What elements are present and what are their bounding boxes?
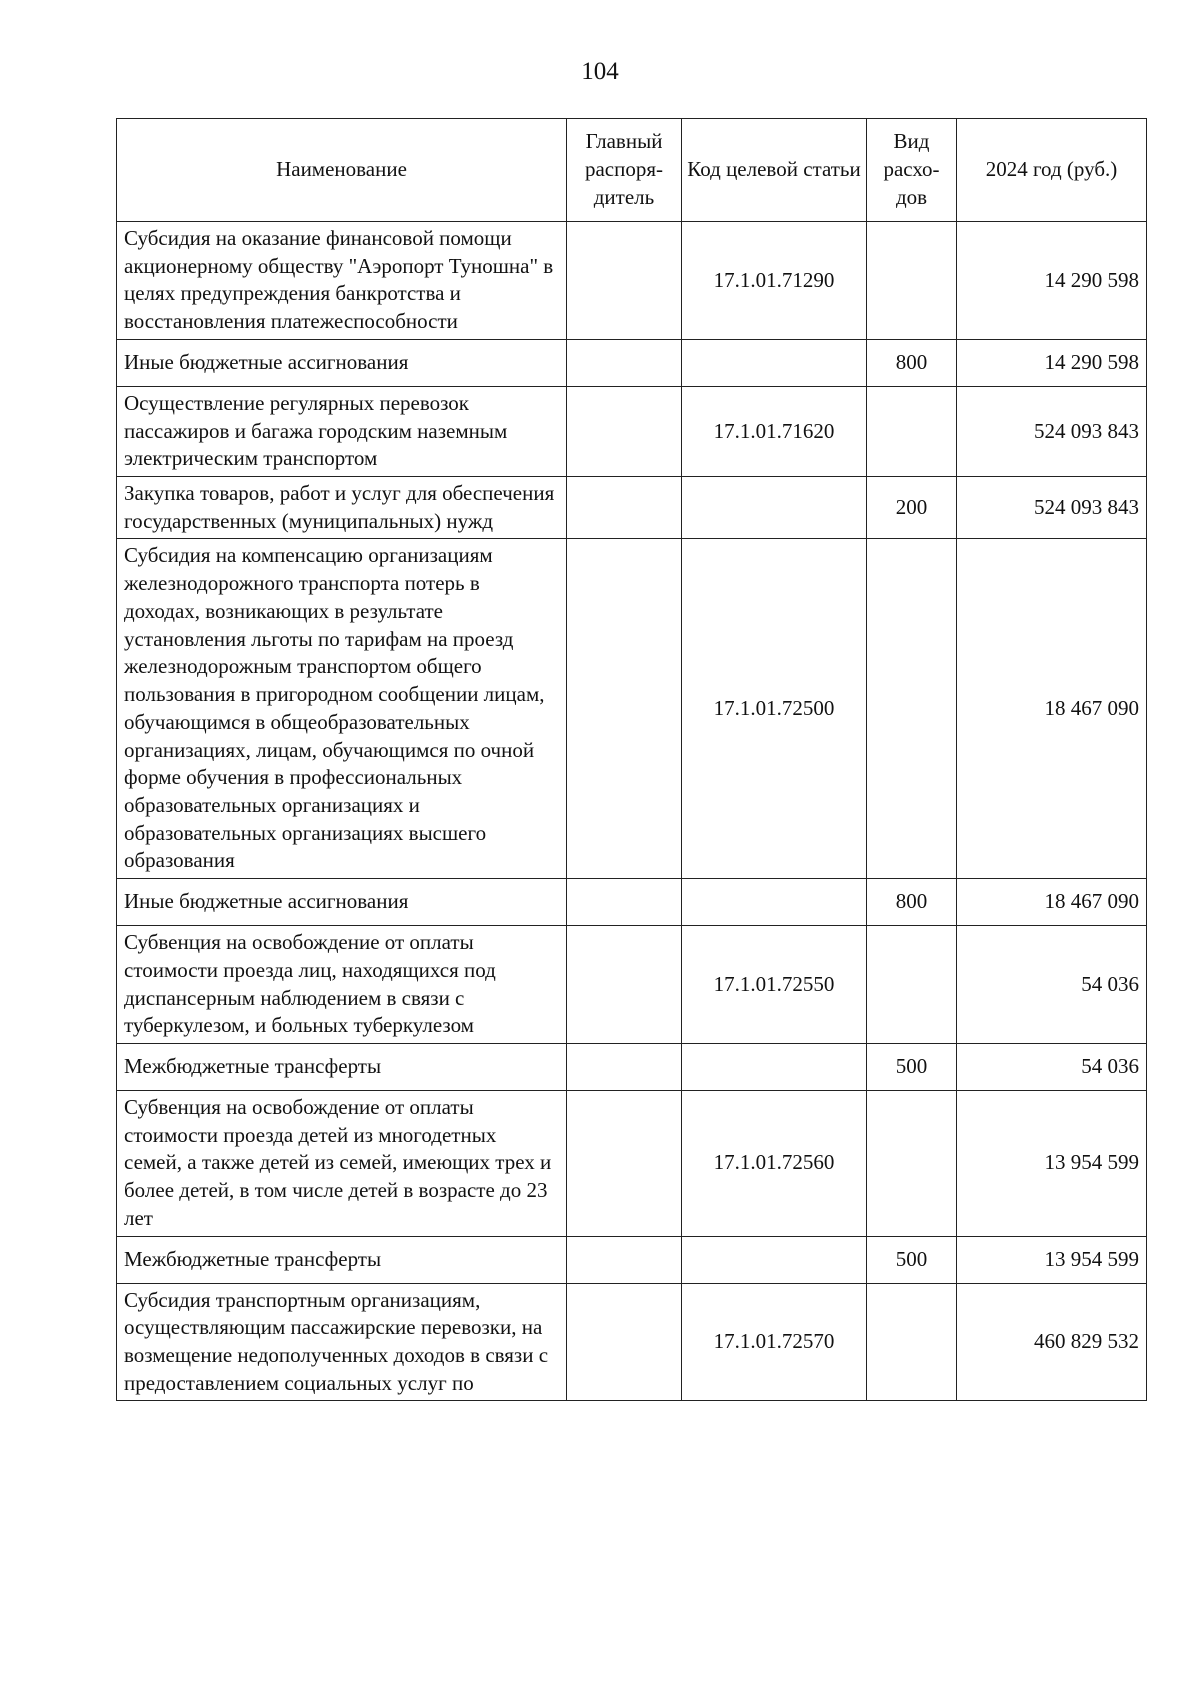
table-row <box>117 1283 1147 1401</box>
row-expense-kind <box>867 539 957 879</box>
row-main-manager <box>567 477 682 539</box>
row-main-manager <box>567 386 682 476</box>
row-target-code <box>682 477 867 539</box>
table-row <box>117 539 1147 879</box>
row-expense-kind: 500 <box>867 1043 957 1090</box>
header-expense-kind: Вид расхо-дов <box>867 119 957 222</box>
row-name: Субсидия на компенсацию организациям железнодорожного транспорта потерь в доходах, возникающих в результате установления льготы по тарифам на проезд железнодорожным транспортом общего пользования в пригородном сообщении лицам, обучающимся в общеобразовательных организациях, лицам, обучающимся по очной форме обучения в профессиональных образовательных организациях и образовательных организациях высшего образования <box>117 539 567 879</box>
row-main-manager <box>567 879 682 926</box>
row-name: Субвенция на освобождение от оплаты стоимости проезда лиц, находящихся под диспансерным наблюдением в связи с туберкулезом, и больных туберкулезом <box>117 926 567 1044</box>
row-amount: 54 036 <box>957 1043 1147 1090</box>
row-amount: 13 954 599 <box>957 1090 1147 1236</box>
row-main-manager <box>567 339 682 386</box>
row-target-code <box>682 1236 867 1283</box>
table-header-row <box>117 119 1147 222</box>
row-expense-kind <box>867 1283 957 1401</box>
row-target-code <box>682 1043 867 1090</box>
table-row <box>117 1090 1147 1236</box>
table-row <box>117 879 1147 926</box>
row-name: Субсидия на оказание финансовой помощи акционерному обществу "Аэропорт Туношна" в целях предупреждения банкротства и восстановления платежеспособности <box>117 222 567 340</box>
row-name: Межбюджетные трансферты <box>117 1236 567 1283</box>
row-expense-kind <box>867 386 957 476</box>
row-amount: 14 290 598 <box>957 222 1147 340</box>
row-expense-kind: 800 <box>867 339 957 386</box>
row-name: Иные бюджетные ассигнования <box>117 879 567 926</box>
row-main-manager <box>567 539 682 879</box>
row-expense-kind: 500 <box>867 1236 957 1283</box>
table-row <box>117 1043 1147 1090</box>
row-main-manager <box>567 1043 682 1090</box>
table-row <box>117 339 1147 386</box>
header-target-code: Код целевой статьи <box>682 119 867 222</box>
row-name: Осуществление регулярных перевозок пассажиров и багажа городским наземным электрическим транспортом <box>117 386 567 476</box>
row-expense-kind: 200 <box>867 477 957 539</box>
row-name: Закупка товаров, работ и услуг для обеспечения государственных (муниципальных) нужд <box>117 477 567 539</box>
row-amount: 524 093 843 <box>957 477 1147 539</box>
table-row <box>117 1236 1147 1283</box>
row-target-code: 17.1.01.72500 <box>682 539 867 879</box>
row-target-code <box>682 339 867 386</box>
row-target-code: 17.1.01.72550 <box>682 926 867 1044</box>
table-row <box>117 386 1147 476</box>
table-row <box>117 477 1147 539</box>
row-name: Субсидия транспортным организациям, осуществляющим пассажирские перевозки, на возмещение недополученных доходов в связи с предоставлением социальных услуг по <box>117 1283 567 1401</box>
row-amount: 460 829 532 <box>957 1283 1147 1401</box>
row-main-manager <box>567 1090 682 1236</box>
row-target-code: 17.1.01.72560 <box>682 1090 867 1236</box>
row-main-manager <box>567 1236 682 1283</box>
row-expense-kind <box>867 1090 957 1236</box>
header-name: Наименование <box>117 119 567 222</box>
table-row <box>117 926 1147 1044</box>
row-main-manager <box>567 926 682 1044</box>
row-main-manager <box>567 222 682 340</box>
header-amount-2024: 2024 год (руб.) <box>957 119 1147 222</box>
row-expense-kind <box>867 926 957 1044</box>
row-name: Субвенция на освобождение от оплаты стоимости проезда детей из многодетных семей, а также детей из семей, имеющих трех и более детей, в том числе детей в возрасте до 23 лет <box>117 1090 567 1236</box>
row-expense-kind <box>867 222 957 340</box>
row-target-code: 17.1.01.72570 <box>682 1283 867 1401</box>
page-number: 104 <box>581 58 619 85</box>
row-amount: 18 467 090 <box>957 539 1147 879</box>
row-amount: 13 954 599 <box>957 1236 1147 1283</box>
row-expense-kind: 800 <box>867 879 957 926</box>
row-amount: 54 036 <box>957 926 1147 1044</box>
row-main-manager <box>567 1283 682 1401</box>
row-amount: 18 467 090 <box>957 879 1147 926</box>
header-main-manager: Главный распоря-дитель <box>567 119 682 222</box>
row-amount: 524 093 843 <box>957 386 1147 476</box>
row-name: Межбюджетные трансферты <box>117 1043 567 1090</box>
row-name: Иные бюджетные ассигнования <box>117 339 567 386</box>
budget-table <box>116 118 1147 1401</box>
table-row <box>117 222 1147 340</box>
row-target-code: 17.1.01.71620 <box>682 386 867 476</box>
row-amount: 14 290 598 <box>957 339 1147 386</box>
row-target-code <box>682 879 867 926</box>
row-target-code: 17.1.01.71290 <box>682 222 867 340</box>
